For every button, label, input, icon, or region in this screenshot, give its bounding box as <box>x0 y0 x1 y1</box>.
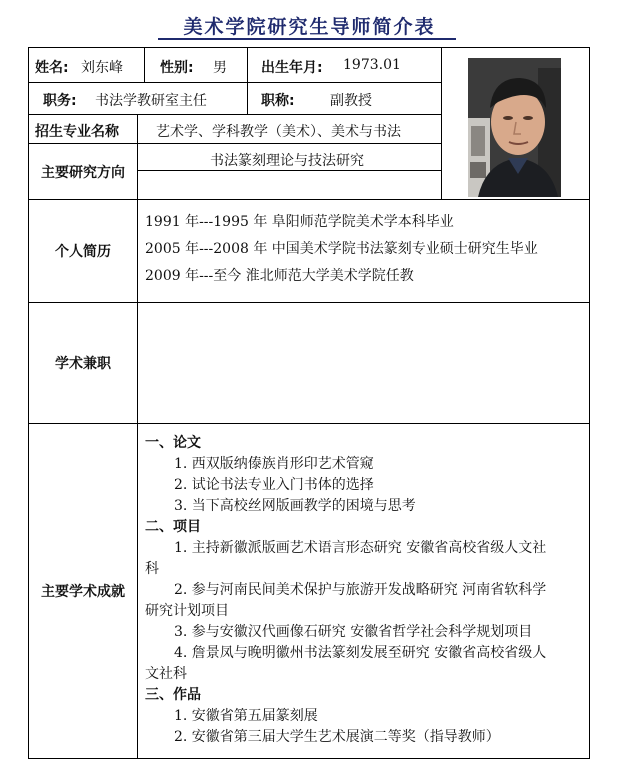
paper-item: 3. 当下高校丝网版画教学的困境与思考 <box>174 498 416 514</box>
major-label-cell <box>28 114 138 144</box>
research-label-cell <box>28 143 138 200</box>
section-heading: 一、论文 <box>145 435 201 451</box>
academic-post-value-cell <box>137 302 590 424</box>
project-item: 2. 参与河南民间美术保护与旅游开发战略研究 河南省软科学 <box>174 582 547 598</box>
work-item: 2. 安徽省第三届大学生艺术展演二等奖（指导教师） <box>174 729 500 745</box>
position-cell <box>28 82 248 115</box>
gender-cell <box>144 47 248 83</box>
resume-item: 2005 年---2008 年 中国美术学院书法篆刻专业硕士研究生毕业 <box>145 241 538 257</box>
title-label: 职称: <box>261 93 295 109</box>
achievements-label-cell <box>28 423 138 759</box>
birth-label: 出生年月: <box>261 60 323 76</box>
project-item-cont: 科 <box>145 561 159 577</box>
academic-post-label-cell <box>28 302 138 424</box>
portrait-photo <box>468 58 561 197</box>
project-item: 3. 参与安徽汉代画像石研究 安徽省哲学社会科学规划项目 <box>174 624 533 640</box>
position-value: 书法学教研室主任 <box>95 93 207 109</box>
resume-label-cell <box>28 199 138 303</box>
resume-item: 1991 年---1995 年 阜阳师范学院美术学本科毕业 <box>145 214 454 230</box>
section-heading: 三、作品 <box>145 687 201 703</box>
work-item: 1. 安徽省第五届篆刻展 <box>174 708 318 724</box>
avatar <box>468 58 561 197</box>
major-value-cell <box>137 114 442 144</box>
section-heading: 二、项目 <box>145 519 201 535</box>
resume-value-cell <box>137 199 590 303</box>
research-label: 主要研究方向 <box>41 164 125 181</box>
achievements-value-cell <box>137 423 590 759</box>
title-cell <box>247 82 442 115</box>
paper-item: 2. 试论书法专业入门书体的选择 <box>174 477 374 493</box>
name-value: 刘东峰 <box>81 60 123 76</box>
paper-item: 1. 西双版纳傣族肖形印艺术管窥 <box>174 456 374 472</box>
position-label: 职务: <box>43 93 77 109</box>
birth-cell <box>247 47 442 83</box>
project-item-cont: 研究计划项目 <box>145 603 229 619</box>
title-underline <box>158 38 456 40</box>
research-value-cell <box>137 143 442 171</box>
major-value: 艺术学、学科教学（美术）、美术与书法 <box>156 124 401 140</box>
research-empty-cell <box>137 170 442 200</box>
academic-post-label: 学术兼职 <box>55 356 111 372</box>
name-cell <box>28 47 145 83</box>
achievements-label: 主要学术成就 <box>41 584 125 600</box>
page-title: 美术学院研究生导师简介表 <box>183 16 436 38</box>
resume-item: 2009 年---至今 淮北师范大学美术学院任教 <box>145 268 414 284</box>
major-label: 招生专业名称 <box>35 124 119 140</box>
birth-value: 1973.01 <box>343 57 401 73</box>
project-item: 4. 詹景凤与晚明徽州书法篆刻发展至研究 安徽省高校省级人 <box>174 645 547 661</box>
research-value: 书法篆刻理论与技法研究 <box>210 153 364 169</box>
name-label: 姓名: <box>35 60 69 76</box>
project-item-cont: 文社科 <box>145 666 187 682</box>
gender-label: 性别: <box>160 60 194 76</box>
title-value: 副教授 <box>330 93 372 109</box>
gender-value: 男 <box>213 60 227 76</box>
project-item: 1. 主持新徽派版画艺术语言形态研究 安徽省高校省级人文社 <box>174 540 547 556</box>
resume-label: 个人简历 <box>55 244 111 260</box>
